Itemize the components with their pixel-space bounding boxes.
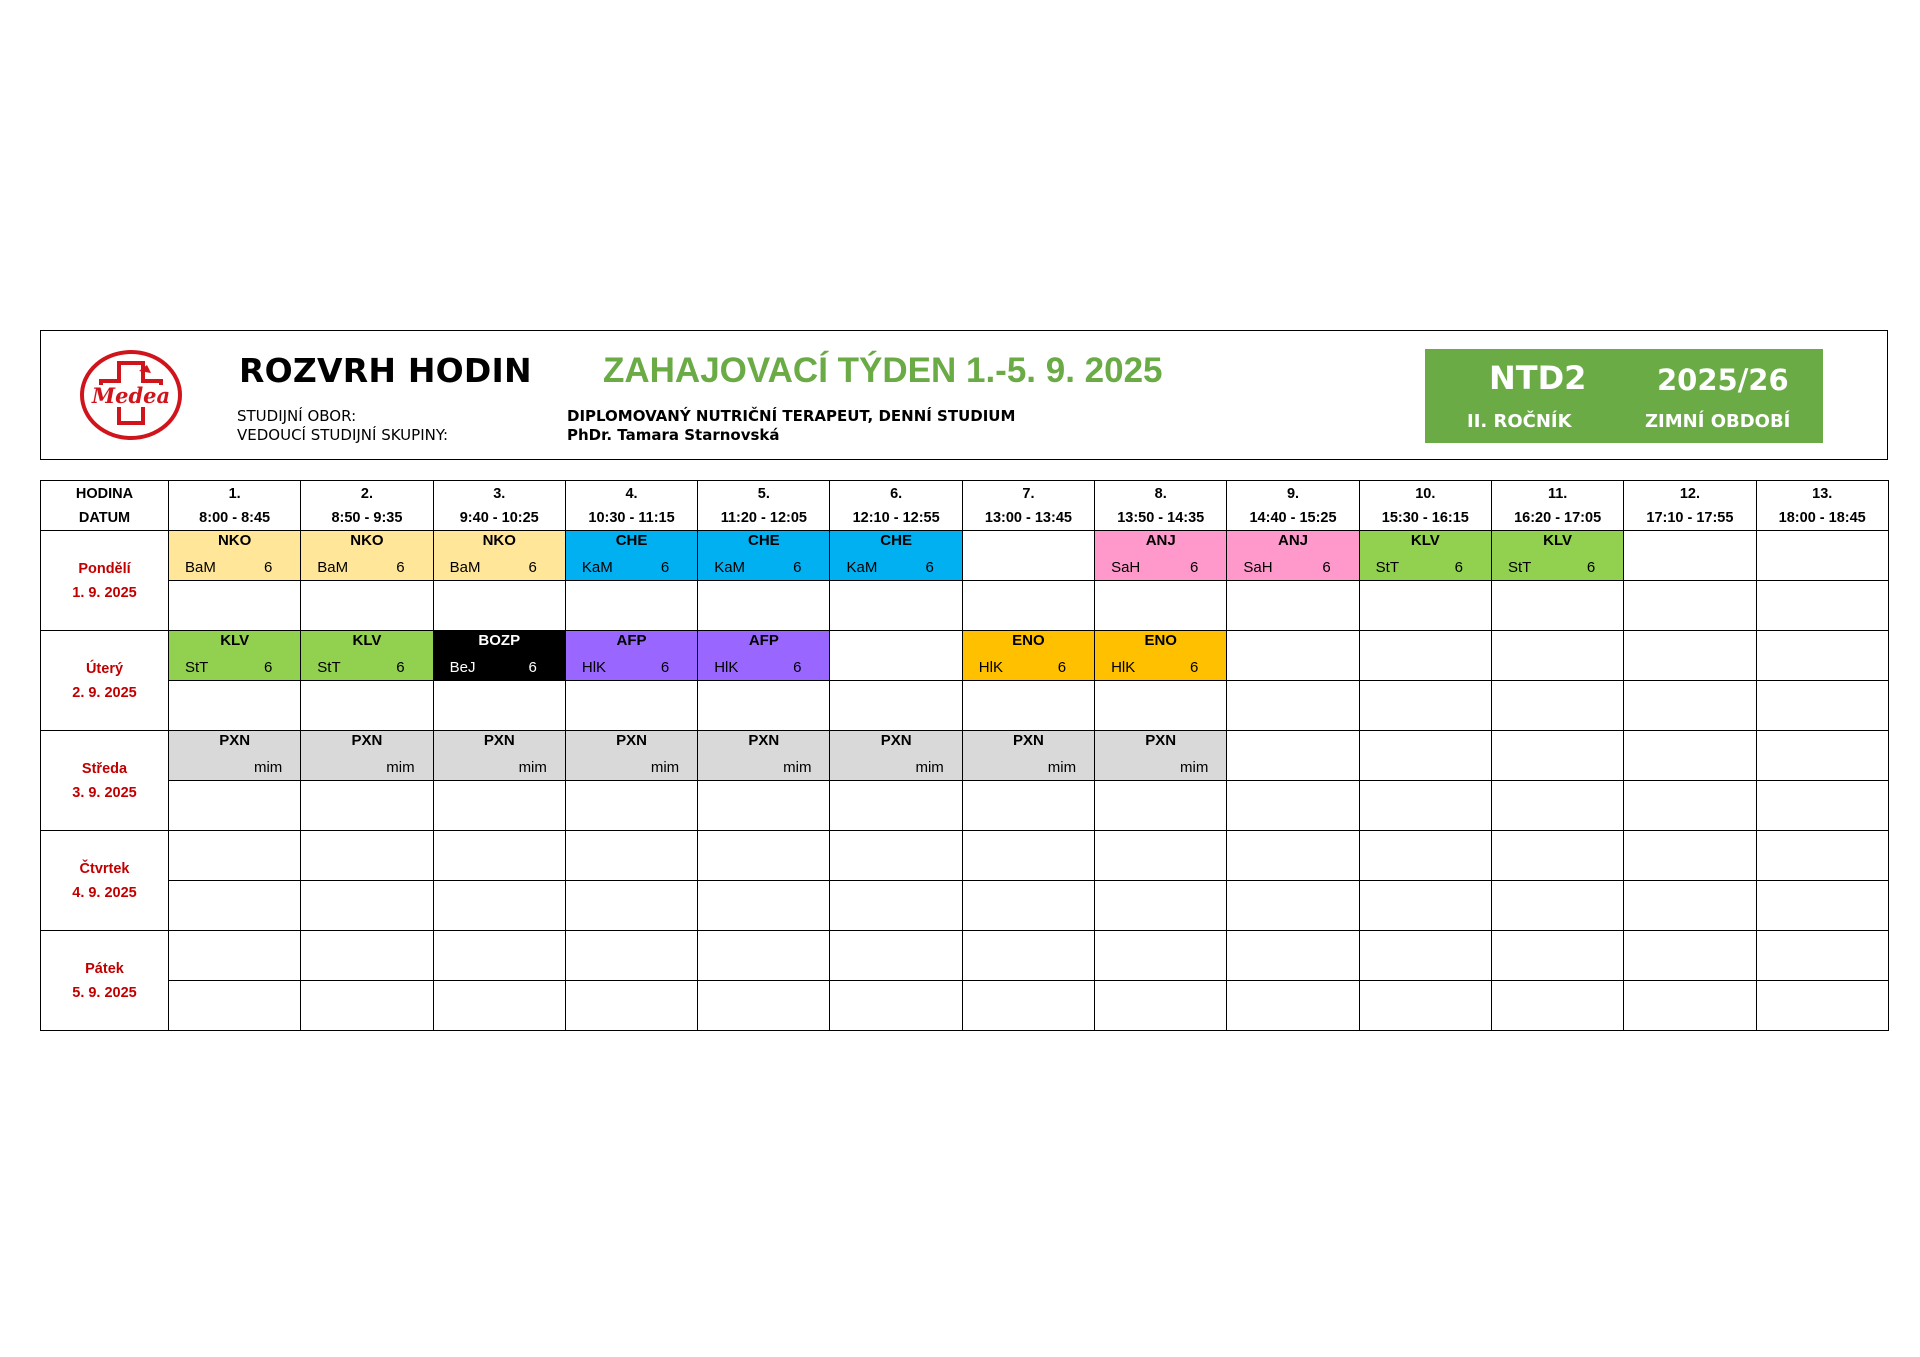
lesson-teacher: StT [1507,559,1532,576]
lesson-subject: PXN [219,732,251,749]
lesson-hours: 6 [263,659,273,676]
empty-cell [1227,731,1359,781]
empty-cell [962,881,1094,931]
lesson-subject: AFP [748,632,779,649]
lesson-teacher: HlK [978,659,1003,676]
empty-cell [1624,981,1756,1031]
grade-label: II. ROČNÍK [1467,411,1572,432]
svg-text:Medea: Medea [91,383,171,408]
empty-cell [301,681,433,731]
lesson-subject: PXN [351,732,383,749]
empty-cell [698,581,830,631]
empty-cell [1491,631,1623,681]
empty-cell [1095,981,1227,1031]
lesson-cell [565,631,697,681]
empty-cell [1756,631,1888,681]
empty-cell [1359,981,1491,1031]
period-header [698,481,830,531]
lesson-subject: PXN [880,732,912,749]
empty-cell [830,681,962,731]
corner-top-label: HODINA [75,485,134,502]
lesson-hours: 6 [1190,659,1199,676]
empty-cell [698,681,830,731]
lesson-hours: 6 [528,659,537,676]
group-code: NTD2 [1489,359,1587,397]
lesson-teacher: mim [783,759,812,776]
period-time: 12:10 - 12:55 [852,509,940,526]
lesson-cell [565,531,697,581]
lesson-cell [1491,531,1623,581]
empty-cell [830,931,962,981]
empty-cell [962,931,1094,981]
period-number: 12. [1679,485,1700,502]
empty-cell [301,781,433,831]
empty-cell [301,981,433,1031]
lesson-subject: ANJ [1278,532,1309,549]
period-time: 16:20 - 17:05 [1514,509,1602,526]
empty-cell [1624,681,1756,731]
period-header [1359,481,1491,531]
day-cell [41,631,169,731]
lesson-hours: 6 [793,659,802,676]
lesson-subject: CHE [748,532,780,549]
empty-cell [301,831,433,881]
lesson-subject: KLV [1543,532,1573,549]
period-number: 6. [890,485,903,502]
lesson-hours: 6 [1454,559,1463,576]
empty-cell [1491,981,1623,1031]
empty-cell [1227,631,1359,681]
empty-cell [1359,781,1491,831]
empty-cell [1491,931,1623,981]
empty-cell [1624,931,1756,981]
lesson-teacher: mim [1047,759,1077,776]
day-date: 5. 9. 2025 [72,984,137,1001]
empty-cell [1095,931,1227,981]
period-time: 10:30 - 11:15 [588,509,675,526]
empty-cell [1756,531,1888,581]
lesson-cell [169,531,301,581]
lesson-teacher: KaM [581,559,613,576]
empty-cell [698,831,830,881]
lesson-cell [301,631,433,681]
empty-cell [1359,931,1491,981]
lesson-subject: NKO [350,532,384,549]
empty-cell [830,781,962,831]
empty-cell [169,781,301,831]
lesson-teacher: HlK [714,659,739,676]
medea-logo-icon [79,349,183,441]
lesson-subject: BOZP [478,632,521,649]
day-row-secondary [41,881,1889,931]
period-header [565,481,697,531]
corner-cell [41,481,169,531]
lesson-subject: AFP [616,632,647,649]
lesson-subject: PXN [1013,732,1044,749]
empty-cell [1227,831,1359,881]
day-name: Pondělí [78,560,131,577]
empty-cell [1624,781,1756,831]
empty-cell [1227,931,1359,981]
empty-cell [1227,881,1359,931]
day-row-secondary [41,981,1889,1031]
lesson-teacher: mim [253,759,283,776]
empty-cell [1227,781,1359,831]
lesson-cell [1227,531,1359,581]
lesson-cell [962,631,1094,681]
empty-cell [1227,681,1359,731]
lesson-hours: 6 [793,559,802,576]
empty-cell [1491,731,1623,781]
empty-cell [1756,831,1888,881]
empty-cell [433,981,565,1031]
empty-cell [1491,831,1623,881]
day-date: 3. 9. 2025 [72,784,137,801]
term-label: ZIMNÍ OBDOBÍ [1645,411,1791,432]
empty-cell [962,781,1094,831]
day-row-secondary [41,681,1889,731]
day-cell [41,931,169,1031]
period-header [1491,481,1623,531]
lesson-teacher: HlK [1111,659,1136,676]
day-name: Středa [81,760,128,777]
empty-cell [1359,631,1491,681]
empty-cell [1624,531,1756,581]
empty-cell [1491,581,1623,631]
lesson-subject: PXN [748,732,780,749]
empty-cell [301,881,433,931]
period-number: 13. [1812,485,1833,502]
page-title: ROZVRH HODIN [239,351,532,390]
empty-cell [1491,681,1623,731]
lesson-hours: 6 [1586,559,1596,576]
empty-cell [565,681,697,731]
period-time: 14:40 - 15:25 [1249,509,1337,526]
lesson-cell [698,531,830,581]
lesson-teacher: StT [1375,559,1400,576]
lesson-subject: ENO [1144,632,1177,649]
empty-cell [962,581,1094,631]
lesson-teacher: HlK [581,659,607,676]
day-row [41,731,1889,781]
field-label: STUDIJNÍ OBOR: [237,407,357,425]
empty-cell [1227,581,1359,631]
lesson-hours: 6 [925,559,934,576]
lesson-teacher: BaM [317,559,349,576]
period-number: 11. [1547,485,1568,502]
lesson-subject: PXN [483,732,515,749]
lesson-cell [698,631,830,681]
period-time: 17:10 - 17:55 [1646,509,1734,526]
empty-cell [565,581,697,631]
empty-cell [301,931,433,981]
empty-cell [698,981,830,1031]
lesson-teacher: mim [650,759,680,776]
period-number: 1. [228,485,241,502]
empty-cell [1756,881,1888,931]
empty-cell [433,781,565,831]
empty-cell [1095,581,1227,631]
empty-cell [301,581,433,631]
group-badge [1425,349,1823,443]
lesson-teacher: mim [518,759,547,776]
empty-cell [433,931,565,981]
week-title: ZAHAJOVACÍ TÝDEN 1.-5. 9. 2025 [603,351,1163,390]
day-name: Pátek [85,960,124,977]
day-name: Čtvrtek [79,860,130,877]
empty-cell [169,581,301,631]
lesson-hours: 6 [1190,559,1199,576]
empty-cell [169,981,301,1031]
lesson-subject: NKO [482,532,516,549]
period-header-row [41,481,1889,531]
lesson-hours: 6 [396,559,405,576]
empty-cell [565,881,697,931]
period-header [1095,481,1227,531]
period-number: 3. [493,485,506,502]
period-time: 13:50 - 14:35 [1117,509,1205,526]
lesson-hours: 6 [1322,559,1331,576]
lesson-subject: KLV [220,632,250,649]
lesson-teacher: mim [386,759,415,776]
lesson-subject: ENO [1012,632,1045,649]
lesson-teacher: BaM [185,559,216,576]
lesson-cell [433,631,565,681]
lesson-teacher: KaM [846,559,878,576]
empty-cell [433,581,565,631]
lesson-cell [565,731,697,781]
empty-cell [1756,781,1888,831]
period-header [1624,481,1756,531]
empty-cell [698,931,830,981]
empty-cell [1624,631,1756,681]
empty-cell [433,831,565,881]
lesson-subject: KLV [1410,532,1440,549]
day-row [41,531,1889,581]
lesson-subject: CHE [615,532,648,549]
empty-cell [565,981,697,1031]
period-time: 18:00 - 18:45 [1778,509,1866,526]
lesson-cell [698,731,830,781]
lesson-cell [301,531,433,581]
empty-cell [830,981,962,1031]
lesson-hours: 6 [660,559,670,576]
lesson-teacher: mim [915,759,944,776]
period-number: 10. [1415,485,1436,502]
lesson-cell [301,731,433,781]
empty-cell [433,881,565,931]
period-time: 11:20 - 12:05 [720,509,807,526]
leader-value: PhDr. Tamara Starnovská [567,426,780,444]
empty-cell [830,581,962,631]
period-header [1227,481,1359,531]
corner-bottom-label: DATUM [78,509,131,526]
lesson-teacher: BeJ [449,659,476,676]
lesson-teacher: BaM [449,559,481,576]
empty-cell [565,931,697,981]
day-row [41,931,1889,981]
lesson-cell [169,631,301,681]
day-row-secondary [41,781,1889,831]
day-date: 2. 9. 2025 [72,684,137,701]
empty-cell [962,831,1094,881]
lesson-hours: 6 [1057,659,1067,676]
lesson-cell [962,731,1094,781]
empty-cell [1756,731,1888,781]
empty-cell [1359,731,1491,781]
period-header [830,481,962,531]
lesson-subject: KLV [352,632,382,649]
period-time: 8:00 - 8:45 [199,509,271,526]
lesson-subject: PXN [1145,732,1177,749]
period-number: 7. [1022,485,1035,502]
lesson-cell [169,731,301,781]
lesson-cell [1095,731,1227,781]
lesson-cell [433,731,565,781]
day-date: 1. 9. 2025 [72,584,137,601]
period-time: 13:00 - 13:45 [984,509,1072,526]
lesson-teacher: SaH [1111,559,1141,576]
period-number: 5. [757,485,770,502]
empty-cell [1624,581,1756,631]
empty-cell [698,781,830,831]
leader-label: VEDOUCÍ STUDIJNÍ SKUPINY: [237,426,449,444]
empty-cell [565,781,697,831]
empty-cell [1095,681,1227,731]
lesson-teacher: mim [1180,759,1209,776]
timetable-header [40,330,1888,460]
lesson-teacher: KaM [714,559,746,576]
empty-cell [1624,731,1756,781]
lesson-subject: ANJ [1145,532,1176,549]
empty-cell [1095,831,1227,881]
empty-cell [1359,581,1491,631]
empty-cell [830,831,962,881]
empty-cell [1756,981,1888,1031]
lesson-teacher: SaH [1243,559,1273,576]
lesson-teacher: StT [185,659,209,676]
lesson-hours: 6 [396,659,405,676]
empty-cell [1756,581,1888,631]
empty-cell [169,681,301,731]
empty-cell [1491,881,1623,931]
empty-cell [1756,931,1888,981]
empty-cell [169,931,301,981]
day-cell [41,731,169,831]
lesson-subject: PXN [616,732,647,749]
period-header [169,481,301,531]
empty-cell [1624,831,1756,881]
timetable-grid [40,480,1889,1031]
empty-cell [1624,881,1756,931]
empty-cell [1359,881,1491,931]
period-time: 8:50 - 9:35 [331,509,403,526]
lesson-hours: 6 [660,659,670,676]
lesson-teacher: StT [317,659,341,676]
empty-cell [962,531,1094,581]
empty-cell [1359,681,1491,731]
period-time: 15:30 - 16:15 [1381,509,1469,526]
period-number: 8. [1154,485,1167,502]
empty-cell [830,881,962,931]
period-number: 9. [1286,485,1300,502]
lesson-cell [830,731,962,781]
day-cell [41,831,169,931]
lesson-cell [1095,531,1227,581]
school-year: 2025/26 [1657,363,1789,397]
empty-cell [169,881,301,931]
empty-cell [1095,781,1227,831]
day-name: Úterý [85,660,124,677]
period-header [1756,481,1888,531]
field-value: DIPLOMOVANÝ NUTRIČNÍ TERAPEUT, DENNÍ STUDIUM [567,407,1016,425]
empty-cell [830,631,962,681]
empty-cell [698,881,830,931]
period-time: 9:40 - 10:25 [459,509,539,526]
empty-cell [433,681,565,731]
empty-cell [1095,881,1227,931]
day-row [41,631,1889,681]
empty-cell [962,681,1094,731]
period-header [301,481,433,531]
lesson-subject: CHE [880,532,912,549]
period-number: 4. [625,485,638,502]
lesson-cell [830,531,962,581]
lesson-hours: 6 [263,559,273,576]
day-date: 4. 9. 2025 [72,884,137,901]
empty-cell [1227,981,1359,1031]
lesson-hours: 6 [528,559,537,576]
lesson-subject: NKO [217,532,252,549]
empty-cell [565,831,697,881]
day-row-secondary [41,581,1889,631]
empty-cell [1756,681,1888,731]
empty-cell [962,981,1094,1031]
lesson-cell [433,531,565,581]
period-header [433,481,565,531]
empty-cell [1359,831,1491,881]
period-header [962,481,1094,531]
lesson-cell [1095,631,1227,681]
day-cell [41,531,169,631]
empty-cell [169,831,301,881]
day-row [41,831,1889,881]
period-number: 2. [360,485,373,502]
empty-cell [1491,781,1623,831]
lesson-cell [1359,531,1491,581]
